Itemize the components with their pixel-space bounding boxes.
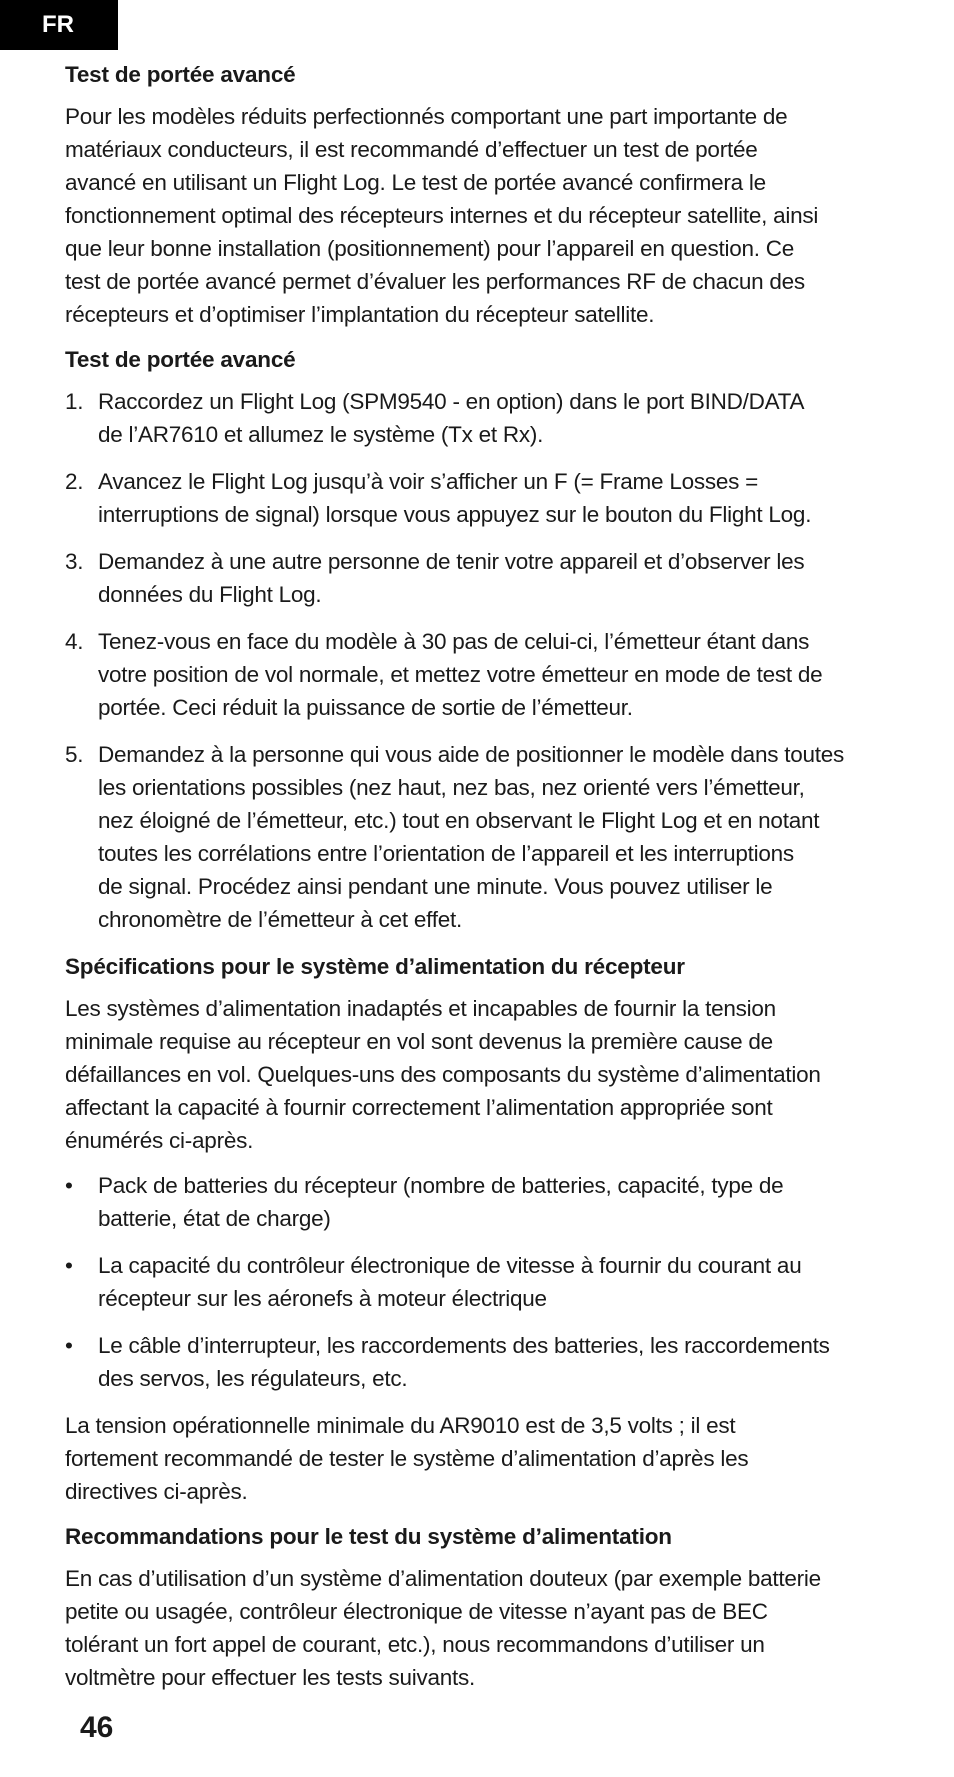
text-line: La capacité du contrôleur électronique de vitesse à fournir du courant au <box>98 1253 802 1278</box>
text-line: des servos, les régulateurs, etc. <box>98 1366 408 1391</box>
text-line: voltmètre pour effectuer les tests suivants. <box>65 1665 476 1690</box>
list-marker: 4. <box>65 629 84 654</box>
bullet-marker: • <box>65 1253 73 1278</box>
text-line: portée. Ceci réduit la puissance de sortie de l’émetteur. <box>98 695 633 720</box>
list-marker: 1. <box>65 389 84 414</box>
list-item <box>65 385 895 451</box>
text-line: test de portée avancé permet d’évaluer les performances RF de chacun des <box>65 269 805 294</box>
text-line: énumérés ci-après. <box>65 1128 254 1153</box>
text-line: les orientations possibles (nez haut, nez bas, nez orienté vers l’émetteur, <box>98 775 805 800</box>
list-marker: 5. <box>65 742 84 767</box>
paragraph <box>65 992 895 1157</box>
list-item <box>65 465 895 531</box>
text-line: de signal. Procédez ainsi pendant une minute. Vous pouvez utiliser le <box>98 874 773 899</box>
text-line: défaillances en vol. Quelques-uns des composants du système d’alimentation <box>65 1062 821 1087</box>
list-item <box>65 1169 895 1235</box>
numbered-list <box>65 385 895 936</box>
bullet-list <box>65 1169 895 1395</box>
text-line: Demandez à la personne qui vous aide de positionner le modèle dans toutes <box>98 742 845 767</box>
list-item <box>65 545 895 611</box>
text-line: nez éloigné de l’émetteur, etc.) tout en observant le Flight Log et en notant <box>98 808 820 833</box>
list-marker: 2. <box>65 469 84 494</box>
list-item <box>65 1329 895 1395</box>
text-line: affectant la capacité à fournir correctement l’alimentation appropriée sont <box>65 1095 773 1120</box>
text-line: avancé en utilisant un Flight Log. Le test de portée avancé confirmera le <box>65 170 766 195</box>
text-line: tolérant un fort appel de courant, etc.), nous recommandons d’utiliser un <box>65 1632 765 1657</box>
section-heading: Recommandations pour le test du système d’alimentation <box>65 1524 672 1549</box>
bullet-marker: • <box>65 1173 73 1198</box>
section-heading: Test de portée avancé <box>65 347 296 372</box>
section-heading: Spécifications pour le système d’alimentation du récepteur <box>65 954 685 979</box>
text-line: chronomètre de l’émetteur à cet effet. <box>98 907 463 932</box>
text-line: toutes les corrélations entre l’orientation de l’appareil et les interruptions <box>98 841 794 866</box>
text-line: votre position de vol normale, et mettez votre émetteur en mode de test de <box>98 662 823 687</box>
text-line: Pour les modèles réduits perfectionnés comportant une part importante de <box>65 104 788 129</box>
text-line: minimale requise au récepteur en vol sont devenus la première cause de <box>65 1029 773 1054</box>
page-number: 46 <box>80 1711 114 1744</box>
text-line: récepteurs et d’optimiser l’implantation du récepteur satellite. <box>65 302 655 327</box>
text-line: Raccordez un Flight Log (SPM9540 - en option) dans le port BIND/DATA <box>98 389 805 414</box>
list-item <box>65 1249 895 1315</box>
paragraph <box>65 1409 895 1508</box>
text-line: interruptions de signal) lorsque vous appuyez sur le bouton du Flight Log. <box>98 502 812 527</box>
text-line: que leur bonne installation (positionnement) pour l’appareil en question. Ce <box>65 236 794 261</box>
text-line: La tension opérationnelle minimale du AR9010 est de 3,5 volts ; il est <box>65 1413 736 1438</box>
text-line: données du Flight Log. <box>98 582 322 607</box>
list-item <box>65 738 895 936</box>
language-tab: FR <box>0 0 118 50</box>
text-line: petite ou usagée, contrôleur électronique de vitesse n’ayant pas de BEC <box>65 1599 768 1624</box>
text-line: directives ci-après. <box>65 1479 248 1504</box>
text-line: En cas d’utilisation d’un système d’alimentation douteux (par exemple batterie <box>65 1566 821 1591</box>
bullet-marker: • <box>65 1333 73 1358</box>
text-line: Le câble d’interrupteur, les raccordements des batteries, les raccordements <box>98 1333 830 1358</box>
page-content <box>65 58 895 1706</box>
text-line: Demandez à une autre personne de tenir votre appareil et d’observer les <box>98 549 805 574</box>
text-line: fortement recommandé de tester le système d’alimentation d’après les <box>65 1446 749 1471</box>
section-heading: Test de portée avancé <box>65 62 296 87</box>
text-line: Avancez le Flight Log jusqu’à voir s’afficher un F (= Frame Losses = <box>98 469 758 494</box>
paragraph <box>65 100 895 331</box>
text-line: de l’AR7610 et allumez le système (Tx et Rx). <box>98 422 544 447</box>
list-marker: 3. <box>65 549 84 574</box>
text-line: Tenez-vous en face du modèle à 30 pas de celui-ci, l’émetteur étant dans <box>98 629 810 654</box>
text-line: matériaux conducteurs, il est recommandé d’effectuer un test de portée <box>65 137 758 162</box>
text-line: batterie, état de charge) <box>98 1206 331 1231</box>
paragraph <box>65 1562 895 1694</box>
text-line: Les systèmes d’alimentation inadaptés et incapables de fournir la tension <box>65 996 776 1021</box>
text-line: fonctionnement optimal des récepteurs internes et du récepteur satellite, ainsi <box>65 203 819 228</box>
text-line: Pack de batteries du récepteur (nombre de batteries, capacité, type de <box>98 1173 784 1198</box>
text-line: récepteur sur les aéronefs à moteur électrique <box>98 1286 547 1311</box>
list-item <box>65 625 895 724</box>
